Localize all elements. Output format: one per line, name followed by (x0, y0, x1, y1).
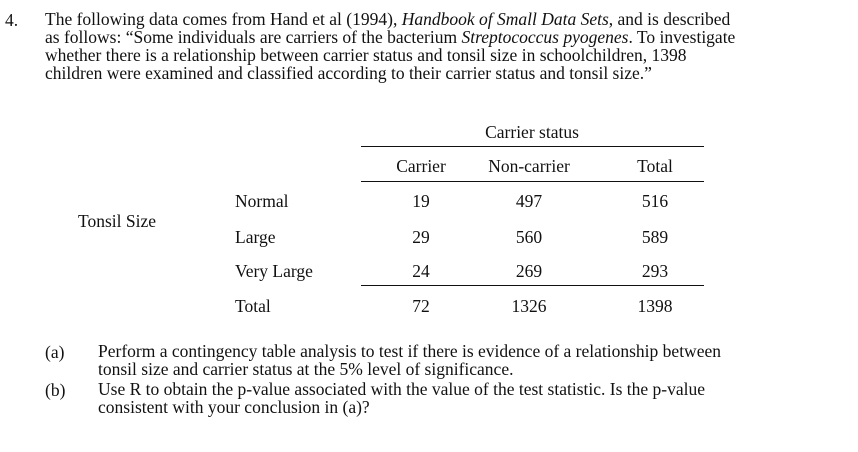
cell: 293 (641, 261, 669, 281)
question-number: 4. (5, 10, 19, 30)
row-group-header: Tonsil Size (78, 211, 157, 231)
cell: 497 (515, 191, 543, 211)
question-text (45, 10, 855, 82)
part-a-text: Perform a contingency table analysis to test if there is evidence of a relationship between tonsil size and carrier status at the 5% level of significance. (98, 341, 721, 379)
bacterium-name: Streptococcus pyogenes (461, 27, 629, 47)
question-line-3: whether there is a relationship between carrier status and tonsil size in schoolchildren, 1398 (45, 45, 687, 65)
cell: 1398 (637, 296, 673, 316)
question-line-2: as follows: “Some individuals are carriers of the bacterium Streptococcus pyogenes. To investigate (45, 27, 736, 47)
cell: 560 (515, 227, 543, 247)
question-line-4: children were examined and classified according to their carrier status and tonsil size.” (45, 63, 652, 83)
cell: 589 (641, 227, 669, 247)
row-label-large: Large (235, 227, 276, 247)
cell: 269 (515, 261, 543, 281)
table-rule-top (361, 146, 704, 147)
part-b-label: (b) (45, 380, 66, 400)
cell: 1326 (511, 296, 547, 316)
part-b-text: Use R to obtain the p-value associated with the value of the test statistic. Is the p-value consistent with your conclusion in (a)? (98, 379, 705, 417)
cell: 29 (412, 227, 430, 247)
column-group-header: Carrier status (485, 122, 579, 142)
row-label-normal: Normal (235, 191, 289, 211)
part-a-label: (a) (45, 342, 65, 362)
row-label-total: Total (235, 296, 271, 316)
cell: 72 (412, 296, 430, 316)
cell: 19 (412, 191, 430, 211)
column-header-carrier: Carrier (396, 156, 446, 176)
table-rule-header (361, 181, 704, 182)
question-line-1: The following data comes from Hand et al (1994), Handbook of Small Data Sets, and is described (45, 9, 731, 29)
column-header-total: Total (637, 156, 673, 176)
table-rule-total (361, 285, 704, 286)
cell: 24 (412, 261, 430, 281)
row-label-very-large: Very Large (235, 261, 313, 281)
book-title: Handbook of Small Data Sets (401, 9, 609, 29)
column-header-non-carrier: Non-carrier (488, 156, 570, 176)
cell: 516 (641, 191, 669, 211)
